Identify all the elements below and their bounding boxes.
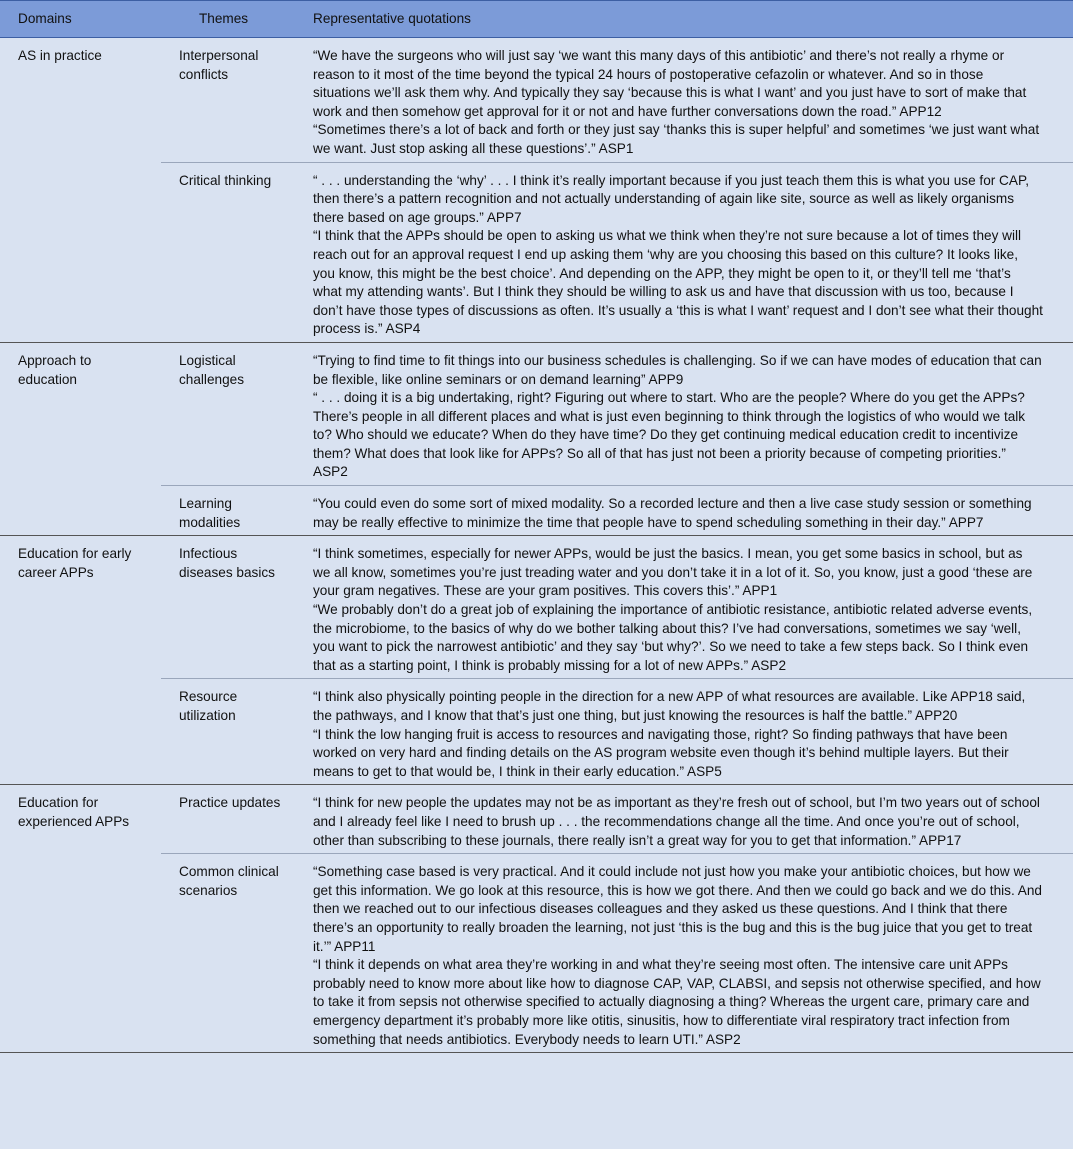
quotation-cell xyxy=(297,679,1073,785)
table-header-row xyxy=(0,1,1073,38)
theme-cell: Logistical challenges xyxy=(179,352,244,387)
quotation-text: “You could even do some sort of mixed modality. So a recorded lecture and then a live case study session or something may be really effective to minimize the time that people have to spend scheduling something in their day.” APP7 xyxy=(313,496,1032,530)
quotation-text: “We have the surgeons who will just say ‘we want this many days of this antibiotic’ and there’s not really a rhyme or reason to it most of the time beyond the typical 24 hours of postoperative cefazolin or whatever. And so in those situations we’ll ask them why. And typically they say ‘because this is what I want’ and you just have to sort of make that work and then somehow get approval for it or not and have further conversations down the road.” APP12 xyxy=(313,48,1027,119)
quotation-text: “I think for new people the updates may not be as important as they’re fresh out of school, but I’m two years out of school and I already feel like I need to brush up . . . the recommendations change all the time. And once you’re out of school, other than subscribing to these journals, there really isn’t a great way for you to get that information.” APP17 xyxy=(313,795,1040,848)
domain-cell: AS in practice xyxy=(0,38,161,343)
table-row xyxy=(0,486,1073,536)
theme-cell: Common clinical scenarios xyxy=(161,854,297,1053)
quotation-text: “Sometimes there’s a lot of back and forth or they just say ‘thanks this is super helpful’ and sometimes ‘we just want what we want. Just stop asking all these questions’.” ASP1 xyxy=(313,122,1040,156)
table-row xyxy=(0,342,1073,485)
quotation-cell xyxy=(297,785,1073,854)
quotation-cell xyxy=(297,536,1073,679)
quotation-text: “I think sometimes, especially for newer APPs, would be just the basics. I mean, you get some basics in school, but as we all know, sometimes you’re just treading water and you don’t take it in a lot of it. So, you know, just a good ‘these are your gram negatives. These are your gram positives. This covers this’.” APP1 xyxy=(313,546,1033,599)
table-body xyxy=(0,38,1073,1053)
quotation-text: “I think also physically pointing people in the direction for a new APP of what resources are available. Like APP18 said, the pathways, and I know that that’s just one thing, but just knowing the resources is half the battle.” APP20 xyxy=(313,689,1026,723)
theme-cell: Resource utilization xyxy=(161,679,297,785)
theme-cell: Learning modalities xyxy=(161,486,297,536)
header-themes: Themes xyxy=(161,1,297,38)
header-domains: Domains xyxy=(0,1,161,38)
table-row xyxy=(0,854,1073,1053)
table-row xyxy=(0,38,1073,163)
quotation-text: “Trying to find time to fit things into our business schedules is challenging. So if we can have modes of education that can be flexible, like online seminars or on demand learning” APP9 xyxy=(313,352,1042,387)
quotation-text: “ . . . understanding the ‘why’ . . . I think it’s really important because if you just teach them this is what you use for CAP, then there’s a pattern recognition and not actually understanding of again like site, source as well as likely organisms there based on age groups.” APP7 xyxy=(313,172,1030,225)
header-quotations: Representative quotations xyxy=(297,1,1073,38)
quotation-text: “I think the low hanging fruit is access to resources and navigating those, right? So finding pathways that have been worked on very hard and finding details on the AS program website even though it’s behind multiple layers. But their means to get to that would be, I think in their early education.” ASP5 xyxy=(313,726,1009,779)
theme-cell: Practice updates xyxy=(179,795,281,811)
quotation-cell xyxy=(297,342,1073,485)
quotation-cell xyxy=(297,162,1073,342)
table-row xyxy=(0,679,1073,785)
quotation-text: “We probably don’t do a great job of explaining the importance of antibiotic resistance, antibiotic related adverse events, the microbiome, to the basics of why do we bother talking about this? I’ve had conversations, sometimes we say ‘well, you want to pick the narrowest antibiotic’ and they say ‘but why?’. So we need to take a few steps back. So I think even that as a starting point, I think is probably missing for a lot of new APPs.” ASP2 xyxy=(313,602,1033,673)
quotation-cell xyxy=(297,38,1073,163)
table-row xyxy=(0,536,1073,679)
domain-cell: Approach to education xyxy=(0,342,161,535)
domain-cell: Education for experienced APPs xyxy=(0,785,161,1053)
quotation-text: “I think it depends on what area they’re working in and what they’re seeing most often. The intensive care unit APPs probably need to know more about like how to diagnose CAP, VAP, CLABSI, and sepsis not otherwise specified, and how to take it from sepsis not otherwise specified to actually diagnosing a thing? Whereas the urgent care, primary care and emergency department it’s probably more like otitis, sinusitis, how to differentiate viral respiratory tract infection from something that needs antibiotics. Everybody needs to learn UTI.” ASP2 xyxy=(313,957,1041,1047)
theme-cell: Interpersonal conflicts xyxy=(179,48,259,82)
theme-cell: Critical thinking xyxy=(161,162,297,342)
quotation-text: “Something case based is very practical. And it could include not just how you make your antibiotic choices, but how we get this information. We go look at this resource, this is how we got there. And then we could go back and we do this. And then we reached out to our infectious diseases colleagues and they asked us these questions. And I think that there there’s an opportunity to really broaden the learning, not just ‘this is the bug and this is the bug juice that you get to treat it.’” APP11 xyxy=(313,864,1042,954)
quotation-cell xyxy=(297,486,1073,536)
theme-cell: Infectious diseases basics xyxy=(179,546,275,580)
quotation-cell xyxy=(297,854,1073,1053)
table-row xyxy=(0,785,1073,854)
table-row xyxy=(0,162,1073,342)
domain-cell: Education for early career APPs xyxy=(0,536,161,785)
quotation-text: “ . . . doing it is a big undertaking, right? Figuring out where to start. Who are the people? Where do you get the APPs? There’s people in all different places and what is just even beginning to think through the logistics of who would we talk to? Who should we educate? When do they have time? Do they get continuing medical education credit to incentivize them? What does that look like for APPs? So all of that has just not been a priority because of competing priorities.” ASP2 xyxy=(313,390,1026,480)
quotation-text: “I think that the APPs should be open to asking us what we think when they’re not sure because a lot of times they will reach out for an approval request I end up asking them ‘why are you choosing this based on this culture? It looks like, you know, this might be the best choice’. And depending on the APP, they might be open to it, or they’ll tell me ‘that’s what my attending wants’. But I think they should be willing to ask us and have that discussion with us too, because I don’t have those types of discussions as often. It’s usually a ‘this is what I want’ request and I don’t see what their thought process is.” ASP4 xyxy=(313,228,1043,337)
